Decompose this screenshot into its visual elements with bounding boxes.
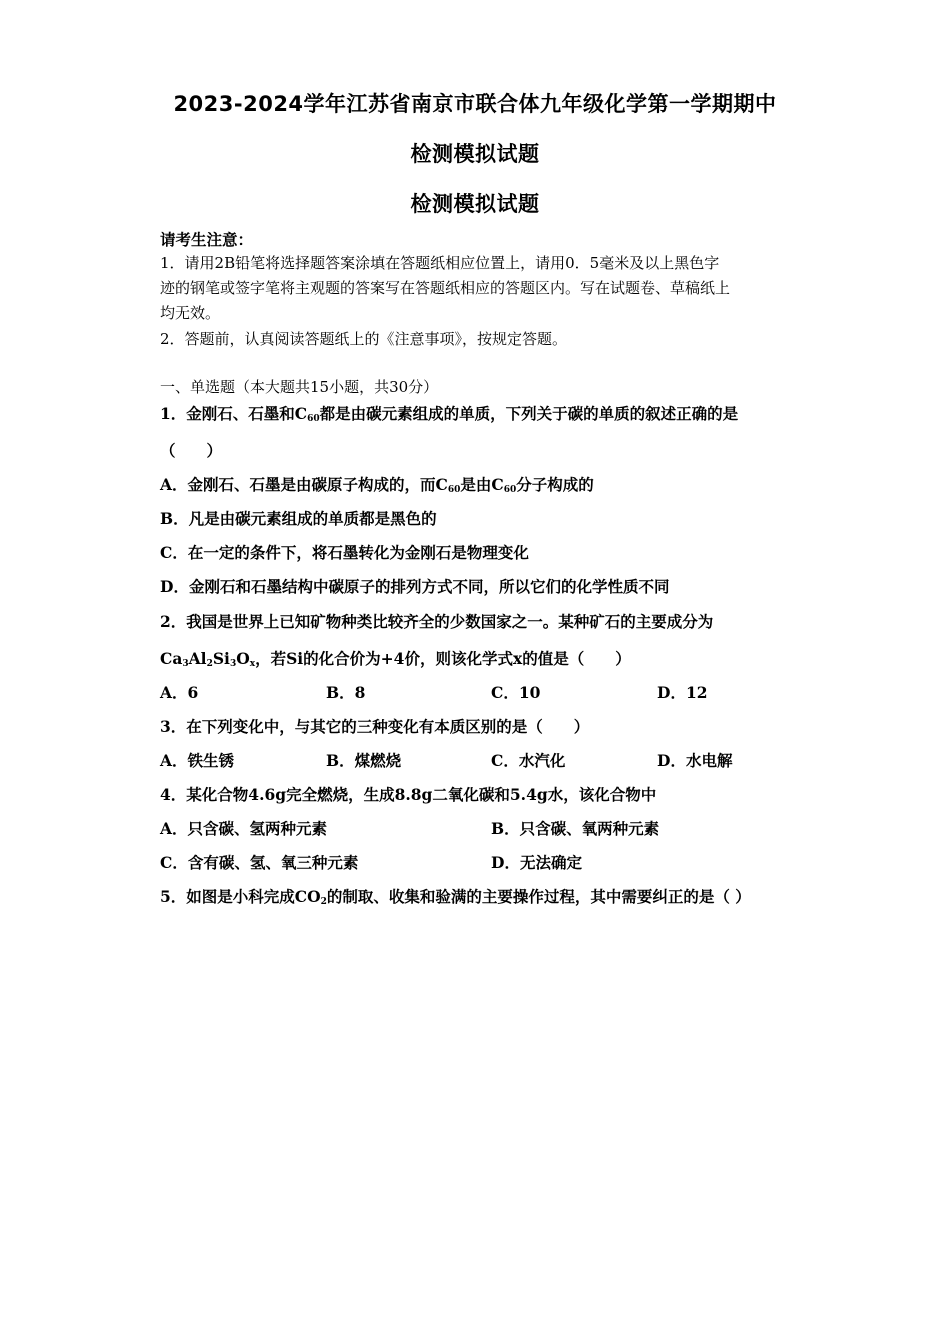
section-heading: 一、单选题（本大题共15小题，共30分） xyxy=(160,378,439,396)
page-subtitle: 检测模拟试题 xyxy=(410,192,540,216)
page-title-line2: 检测模拟试题 xyxy=(410,142,540,166)
q4-option-b: B．只含碳、氧两种元素 xyxy=(491,819,660,838)
q2-stem: 2．我国是世界上已知矿物种类比较齐全的少数国家之一。某种矿石的主要成分为 xyxy=(160,612,714,631)
q4-option-d: D．无法确定 xyxy=(491,853,582,872)
q4-option-a: A．只含碳、氢两种元素 xyxy=(160,819,328,838)
q2-option-a: A．6 xyxy=(160,683,199,702)
notice-item2: 2．答题前，认真阅读答题纸上的《注意事项》，按规定答题。 xyxy=(160,330,568,348)
q3-option-a: A．铁生锈 xyxy=(160,751,235,770)
q3-stem: 3．在下列变化中，与其它的三种变化有本质区别的是（ ） xyxy=(160,717,590,736)
q3-option-c: C．水汽化 xyxy=(491,751,566,770)
q1-option-a: A．金刚石、石墨是由碳原子构成的，而$C_{60}$是由$C_{60}$分子构成的 xyxy=(160,475,594,495)
page-title-line1: 2023-2024学年江苏省南京市联合体九年级化学第一学期期中 xyxy=(173,92,777,116)
q3-option-b: B．煤燃烧 xyxy=(326,751,402,770)
q4-stem: 4．某化合物4.6g完全燃烧，生成8.8g二氧化碳和5.4g水，该化合物中 xyxy=(160,785,657,804)
q5-stem: 5．如图是小科完成$CO_2$的制取、收集和验满的主要操作过程，其中需要纠正的是（ ） xyxy=(160,887,751,907)
q2-option-b: B．8 xyxy=(326,683,366,702)
q3-option-d: D．水电解 xyxy=(657,751,733,770)
q1-stem: 1．金刚石、石墨和$C_{60}$都是由碳元素组成的单质，下列关于碳的单质的叙述正确的是 xyxy=(160,404,739,424)
notice-item1-line1: 1．请用2B铅笔将选择题答案涂填在答题纸相应位置上，请用0．5毫米及以上黑色字 xyxy=(160,254,720,272)
q2-formula-line: $Ca_3Al_2Si_3O_x$，若Si的化合价为+4价，则该化学式x的值是（ ） xyxy=(160,649,631,669)
q1-option-b: B．凡是由碳元素组成的单质都是黑色的 xyxy=(160,509,437,528)
q4-options-row2 xyxy=(160,851,800,871)
q4-option-c: C．含有碳、氢、氧三种元素 xyxy=(160,853,359,872)
q3-options xyxy=(160,749,800,769)
q1-paren: （ ） xyxy=(160,441,223,460)
q1-option-d: D．金刚石和石墨结构中碳原子的排列方式不同，所以它们的化学性质不同 xyxy=(160,577,670,596)
q1-option-c: C．在一定的条件下，将石墨转化为金刚石是物理变化 xyxy=(160,543,529,562)
q2-option-c: C．10 xyxy=(491,683,541,702)
notice-item1-line3: 均无效。 xyxy=(160,304,221,322)
q4-options-row1 xyxy=(160,817,800,837)
notice-item1-line2: 迹的钢笔或签字笔将主观题的答案写在答题纸相应的答题区内。写在试题卷、草稿纸上 xyxy=(160,279,731,297)
notice-heading: 请考生注意： xyxy=(160,230,254,249)
q2-option-d: D．12 xyxy=(657,683,708,702)
q2-options xyxy=(160,681,800,701)
